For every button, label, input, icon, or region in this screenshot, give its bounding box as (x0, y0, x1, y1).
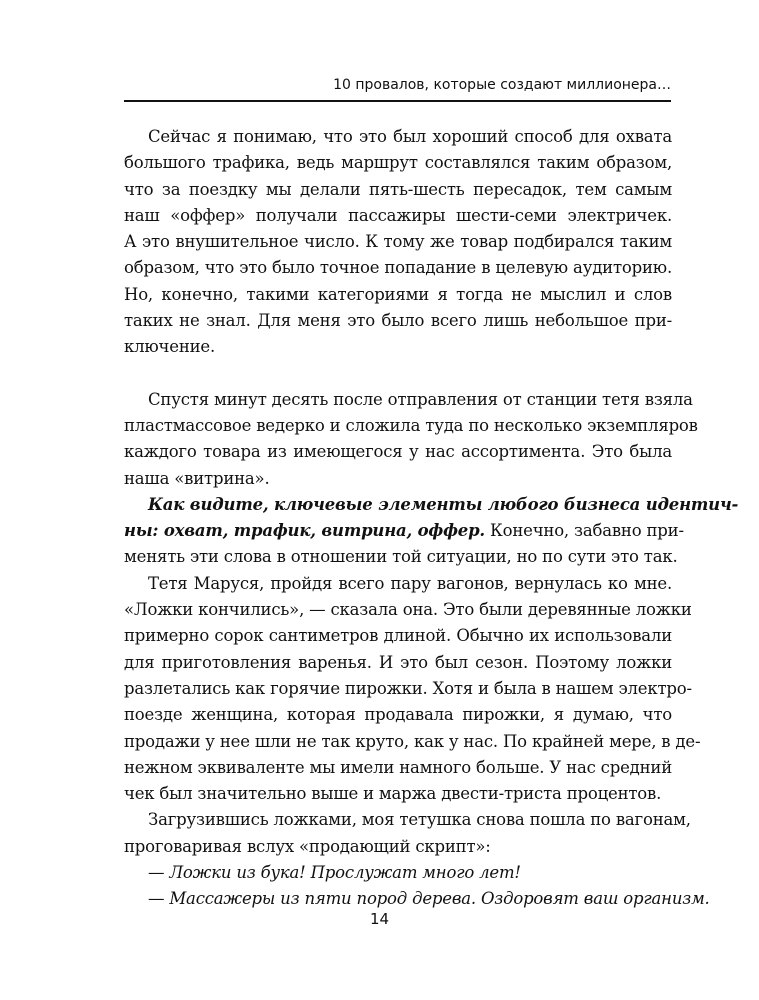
text-line: Тетя Маруся, пройдя всего пару вагонов, вернулась ко мне. (148, 573, 672, 593)
text-line (124, 886, 710, 912)
body-text (124, 124, 739, 913)
running-head (124, 76, 671, 102)
paragraph-5 (124, 807, 691, 860)
text-line: Спустя минут десять после отправления от станции тетя взяла (148, 389, 693, 409)
paragraph-3 (124, 492, 739, 571)
emphasis-line: Как видите, ключевые элементы любого бизнеса идентич- (148, 494, 739, 514)
text-line: проговаривая вслух «продающий скрипт»: (124, 836, 491, 856)
running-title: 10 провалов, которые создают миллионера… (333, 77, 671, 93)
text-line: чек был значительно выше и маржа двести-триста процентов. (124, 784, 662, 804)
text-line: образом, что это было точное попадание в целевую аудиторию. (124, 258, 672, 278)
text-line: Загрузившись ложками, моя тетушка снова пошла по вагонам, (148, 810, 691, 830)
dialogue-line-2 (124, 886, 710, 912)
paragraph-4 (124, 571, 701, 808)
dialogue-dash: — (148, 889, 170, 909)
text-line: каждого товара из имеющегося у нас ассортимента. Это была (124, 442, 672, 462)
text-line: ключение. (124, 337, 216, 357)
text-line: Но, конечно, такими категориями я тогда не мыслил и слов (124, 284, 672, 304)
text-fragment: Конечно, забавно при- (484, 521, 684, 541)
text-line: Сейчас я понимаю, что это был хороший способ для охвата (148, 127, 672, 146)
text-line: пластмассовое ведерко и сложила туда по несколько экземпляров (124, 415, 698, 435)
text-line: нежном эквиваленте мы имели намного больше. У нас средний (124, 757, 672, 777)
text-line: примерно сорок сантиметров длиной. Обычно их использовали (124, 626, 672, 646)
text-line: А это внушительное число. К тому же товар подбирался таким (124, 232, 672, 252)
paragraph-2 (124, 387, 698, 492)
paragraph-gap (124, 361, 672, 387)
text-line: таких не знал. Для меня это было всего лишь небольшое при- (124, 311, 672, 331)
text-line: менять эти слова в отношении той ситуации, но по сути это так. (124, 547, 678, 567)
dialogue-text: Массажеры из пяти пород дерева. Оздоровят ваш организм. (169, 889, 710, 909)
text-line: поезде женщина, которая продавала пирожки, я думаю, что (124, 705, 672, 725)
text-line (124, 518, 684, 544)
page-number: 14 (369, 910, 390, 928)
text-line: что за поездку мы делали пять-шесть пересадок, тем самым (124, 179, 672, 199)
paragraph-1 (124, 124, 672, 361)
text-line: «Ложки кончились», — сказала она. Это были деревянные ложки (124, 600, 692, 620)
dialogue-line-1 (124, 860, 672, 886)
text-line: для приготовления варенья. И это был сезон. Поэтому ложки (124, 652, 672, 672)
text-line (124, 860, 672, 886)
dialogue-dash: — (148, 863, 170, 883)
text-line: большого трафика, ведь маршрут составлялся таким образом, (124, 153, 672, 173)
emphasis-text: ны: охват, трафик, витрина, оффер. (124, 521, 485, 541)
text-line: наш «оффер» получали пассажиры шести-семи электричек. (124, 205, 672, 225)
text-line: разлетались как горячие пирожки. Хотя и была в нашем электро- (124, 678, 692, 698)
dialogue-text: Ложки из бука! Прослужат много лет! (169, 863, 521, 883)
text-line: наша «витрина». (124, 468, 270, 488)
text-line: продажи у нее шли не так круто, как у нас. По крайней мере, в де- (124, 731, 701, 751)
